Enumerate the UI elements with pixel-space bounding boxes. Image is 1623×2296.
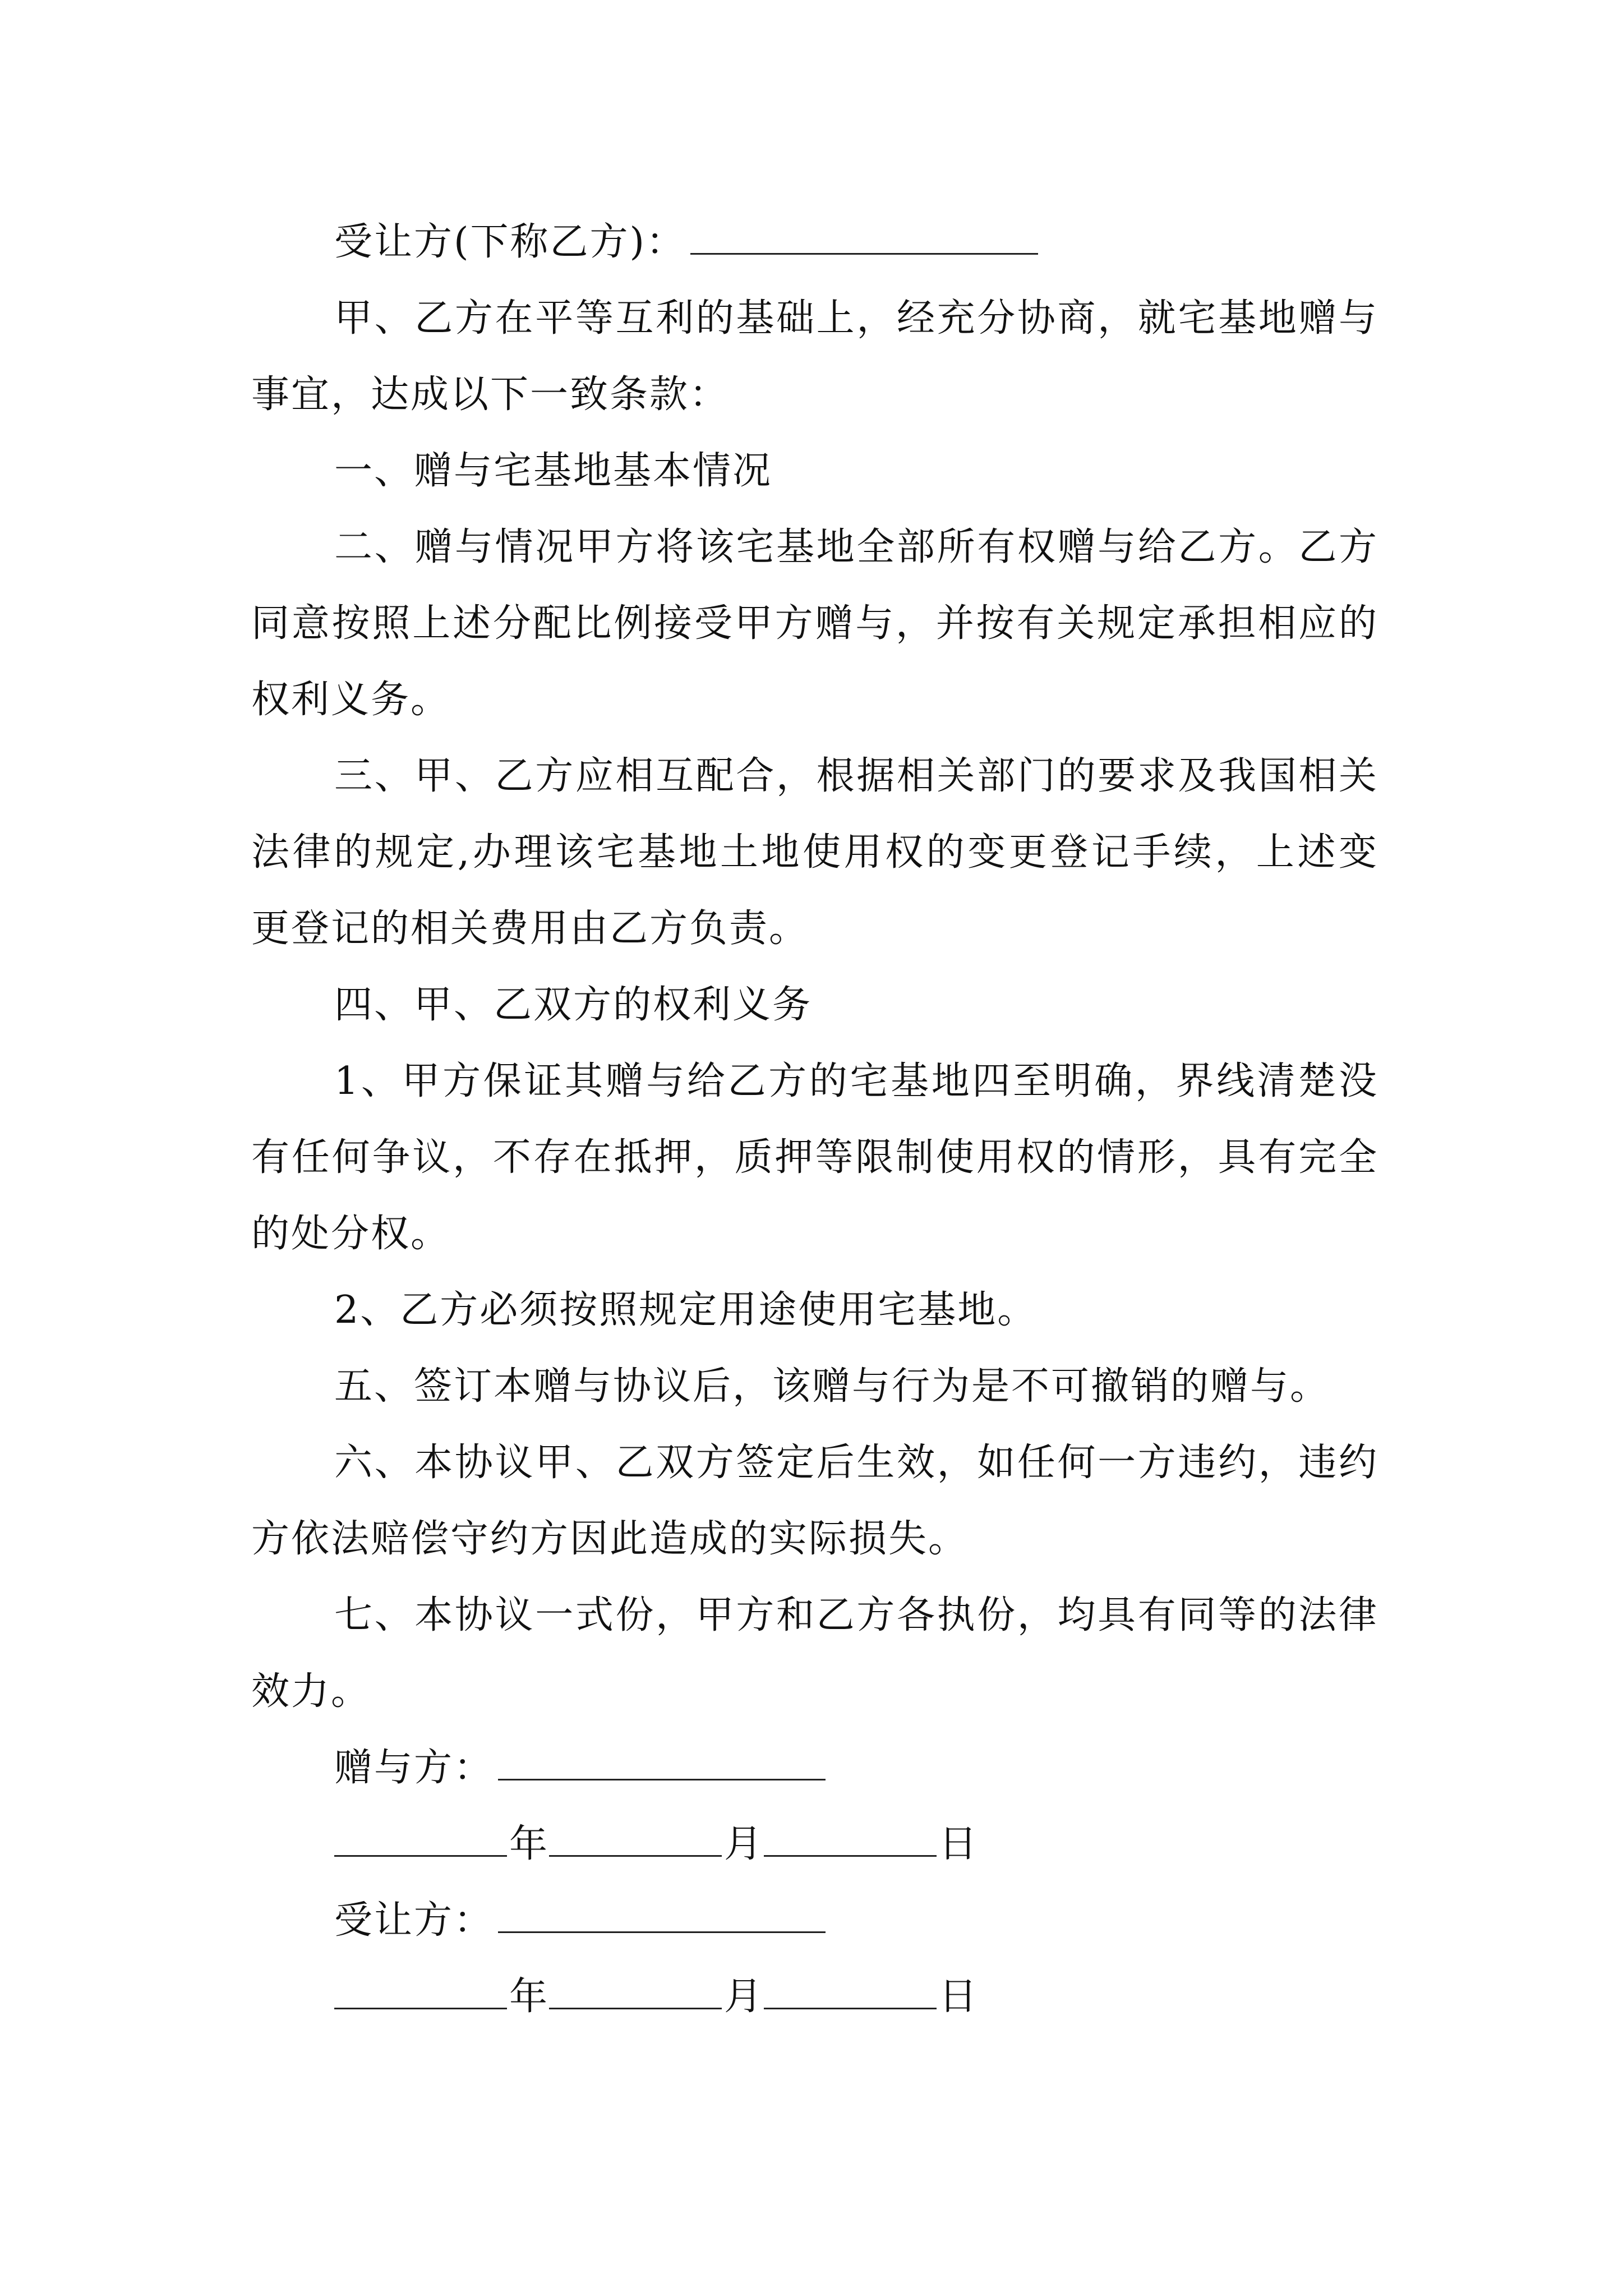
- transferee-name-blank[interactable]: [690, 216, 1038, 255]
- clause-4-heading: 四、甲、乙双方的权利义务: [334, 983, 813, 1027]
- clause-4-item-2: 2、乙方必须按照规定用途使用宅基地。: [334, 1288, 1038, 1332]
- transferee-day-blank[interactable]: [764, 1971, 937, 2009]
- document-body: [251, 204, 1378, 2035]
- agreement-statement: 甲、乙方在平等互利的基础上，经充分协商，就宅基地赠与事宜，达成以下一致条款：: [251, 296, 1378, 417]
- transferee-year-blank[interactable]: [334, 1971, 507, 2009]
- donor-year-label: 年: [509, 1822, 550, 1866]
- donor-date-line: [251, 1806, 1378, 1883]
- clause-6: 六、本协议甲、乙双方签定后生效，如任何一方违约，违约方依法赔偿守约方因此造成的实际损失。: [251, 1441, 1378, 1561]
- donor-month-label: 月: [724, 1822, 764, 1866]
- clause-7: 七、本协议一式份，甲方和乙方各执份，均具有同等的法律效力。: [251, 1593, 1378, 1714]
- transferee-label: 受让方：: [334, 1898, 494, 1943]
- transferee-year-label: 年: [509, 1975, 550, 2019]
- transferee-month-blank[interactable]: [549, 1971, 722, 2009]
- donor-day-label: 日: [939, 1822, 979, 1866]
- donor-signature-blank[interactable]: [498, 1742, 826, 1780]
- clause-5: 五、签订本赠与协议后，该赠与行为是不可撤销的赠与。: [334, 1364, 1330, 1409]
- donor-month-blank[interactable]: [549, 1818, 722, 1857]
- transferee-date-line: [251, 1959, 1378, 2035]
- clause-3: 三、甲、乙方应相互配合，根据相关部门的要求及我国相关法律的规定,办理该宅基地土地使用权的变更登记手续，上述变更登记的相关费用由乙方负责。: [251, 754, 1378, 951]
- donor-signature-line: [251, 1730, 1378, 1806]
- transferee-signature-line: [251, 1883, 1378, 1959]
- transferee-intro-label: 受让方(下称乙方)：: [334, 220, 686, 264]
- transferee-signature-blank[interactable]: [498, 1894, 826, 1933]
- transferee-day-label: 日: [939, 1975, 979, 2019]
- clause-4-item-1: 1、甲方保证其赠与给乙方的宅基地四至明确，界线清楚没有任何争议，不存在抵押，质押等限制使用权的情形，具有完全的处分权。: [251, 1059, 1378, 1256]
- donor-label: 赠与方：: [334, 1746, 494, 1790]
- transferee-intro-line: [251, 204, 1378, 280]
- clause-2: 二、赠与情况甲方将该宅基地全部所有权赠与给乙方。乙方同意按照上述分配比例接受甲方赠与，并按有关规定承担相应的权利义务。: [251, 525, 1378, 722]
- transferee-month-label: 月: [724, 1975, 764, 2019]
- donor-day-blank[interactable]: [764, 1818, 937, 1857]
- donor-year-blank[interactable]: [334, 1818, 507, 1857]
- clause-1-heading: 一、赠与宅基地基本情况: [334, 449, 773, 493]
